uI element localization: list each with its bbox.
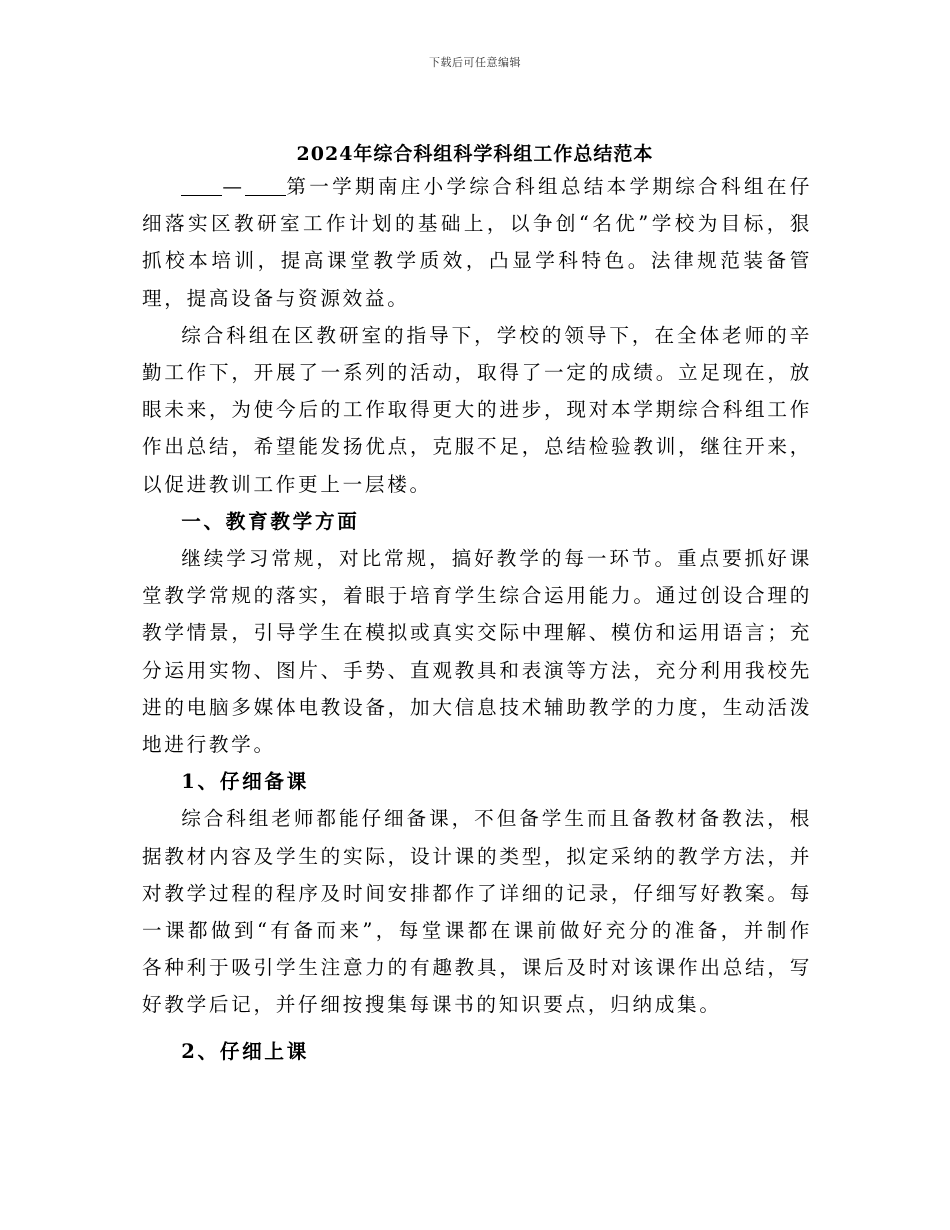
intro-text: 第一学期南庄小学综合科组总结本学期综合科组在仔细落实区教研室工作计划的基础上，以争创“名优”学校为目标，狠抓校本培训，提高课堂教学质效，凸显学科特色。法律规范装备管理，提高设备与资源效益。 — [142, 175, 812, 310]
blank-line — [181, 175, 222, 196]
subsection-2-heading: 2、仔细上课 — [181, 1039, 309, 1063]
subsection-1-text: 综合科组老师都能仔细备课，不但备学生而且备教材备教法，根据教材内容及学生的实际，设计课的类型，拟定采纳的教学方法，并对教学过程的程序及时间安排都作了详细的记录，仔细写好教案。每一课都做到“有备而来”，每堂课都在课前做好充分的准备，并制作各种利于吸引学生注意力的有趣教具，课后及时对该课作出总结，写好教学后记，并仔细按搜集每课书的知识要点，归纳成集。 — [142, 807, 812, 1017]
section-1-text: 继续学习常规，对比常规，搞好教学的每一环节。重点要抓好课堂教学常规的落实，着眼于培育学生综合运用能力。通过创设合理的教学情景，引导学生在模拟或真实交际中理解、模仿和运用语言；充分运用实物、图片、手势、直观教具和表演等方法，充分利用我校先进的电脑多媒体电教设备，加大信息技术辅助教学的力度，生动活泼地进行教学。 — [142, 547, 812, 757]
intro-paragraph — [142, 168, 812, 317]
paragraph-2: 综合科组在区教研室的指导下，学校的领导下，在全体老师的辛勤工作下，开展了一系列的活动，取得了一定的成绩。立足现在，放眼未来，为使今后的工作取得更大的进步，现对本学期综合科组工作作出总结，希望能发扬优点，克服不足，总结检验教训，继往开来，以促进教训工作更上一层楼。 — [142, 323, 812, 496]
subsection-1-heading: 1、仔细备课 — [181, 770, 309, 794]
section-1-heading: 一、教育教学方面 — [181, 509, 360, 533]
document-title: 2024年综合科组科学科组工作总结范本 — [296, 142, 654, 165]
document-body — [142, 168, 812, 1070]
blank-line — [245, 175, 286, 196]
intro-dash: — — [222, 175, 245, 198]
header-note: 下载后可任意编辑 — [429, 56, 521, 69]
